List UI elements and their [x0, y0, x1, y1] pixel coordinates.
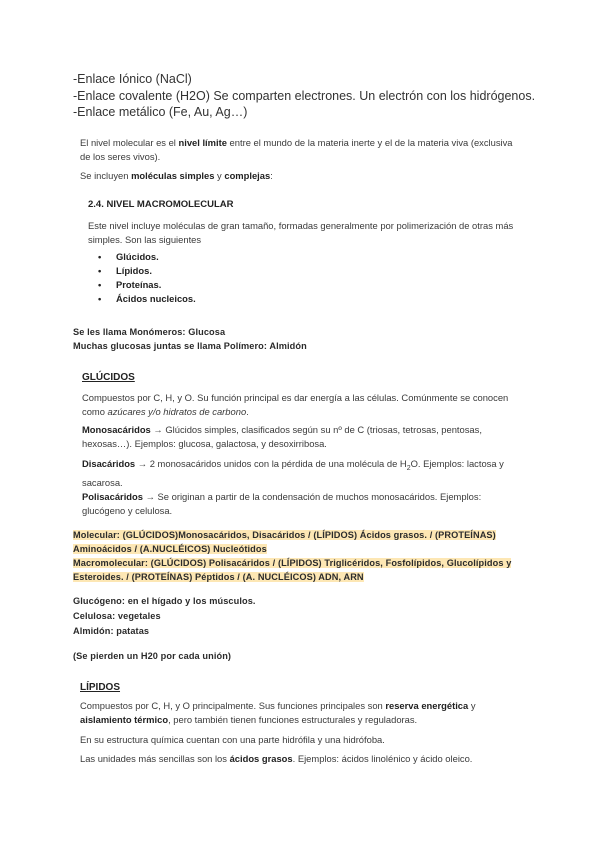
note-polimero: Muchas glucosas juntas se llama Polímero: Almidón	[73, 341, 307, 351]
list-item: • Lípidos.	[92, 264, 196, 278]
note-almidon: Almidón: patatas	[73, 626, 150, 636]
enlace-covalente: -Enlace covalente (H2O) Se comparten electrones. Un electrón con los hidrógenos.	[73, 89, 536, 103]
glucidos-intro: Compuestos por C, H, y O. Su función principal es dar energía a las células. Comúnmente se conocen como azúcares y/o hidratos de carbono.	[82, 392, 509, 417]
list-item: • Ácidos nucleicos.	[92, 292, 196, 306]
list-item: • Glúcidos.	[92, 250, 196, 264]
glucidos-heading: GLÚCIDOS	[82, 372, 135, 383]
note-celulosa: Celulosa: vegetales	[73, 611, 161, 621]
disacaridos-paragraph: Disacáridos → 2 monosacáridos unidos con la pérdida de una molécula de $H_2O$. Ejemplos: lactosa y sacarosa.	[82, 458, 504, 488]
note-monomeros: Se les llama Monómeros: Glucosa	[73, 327, 226, 337]
intro-molecules: Se incluyen moléculas simples y complejas:	[80, 170, 273, 181]
highlight-line-1: Molecular: (GLÚCIDOS)Monosacáridos, Disacáridos / (LÍPIDOS) Ácidos grasos. / (PROTEÍNAS)	[73, 530, 496, 540]
intro-paragraph: El nivel molecular es el nivel límite entre el mundo de la materia inerte y el de la materia viva (exclusiva de los seres vivos).	[80, 137, 513, 162]
macro-list	[92, 250, 196, 306]
macro-heading: 2.4. NIVEL MACROMOLECULAR	[88, 199, 234, 210]
lipidos-heading: LÍPIDOS	[80, 682, 121, 693]
enlace-ionico: -Enlace Iónico (NaCl)	[73, 72, 192, 86]
list-item: • Proteínas.	[92, 278, 196, 292]
lipidos-estructura: En su estructura química cuentan con una parte hidrófila y una hidrófoba.	[80, 734, 385, 745]
monosacaridos-paragraph: Monosacáridos → Glúcidos simples, clasificados según su nº de C (triosas, tetrosas, pentosas, hexosas…). Ejemplos: glucosa, galactosa, y desoxirribosa.	[82, 424, 482, 449]
highlight-line-3: Macromolecular: (GLÚCIDOS) Polisacáridos / (LÍPIDOS) Triglicéridos, Fosfolípidos, Glucolípidos y	[73, 558, 512, 568]
highlight-line-4: Esteroides. / (PROTEÍNAS) Péptidos / (A. NUCLÉICOS) ADN, ARN	[73, 572, 364, 582]
note-glucogeno: Glucógeno: en el hígado y los músculos.	[73, 596, 256, 606]
lipidos-acidos-grasos: Las unidades más sencillas son los ácidos grasos. Ejemplos: ácidos linolénico y ácido oleico.	[80, 753, 473, 764]
lipidos-intro: Compuestos por C, H, y O principalmente. Sus funciones principales son reserva energética y aislamiento térmico, pero también tienen funciones estructurales y reguladoras.	[80, 700, 476, 725]
highlight-line-2: Aminoácidos / (A.NUCLÉICOS) Nucleótidos	[73, 544, 267, 554]
polisacaridos-paragraph: Polisacáridos → Se originan a partir de la condensación de muchos monosacáridos. Ejemplos: glucógeno y celulosa.	[82, 491, 482, 516]
note-h2o: (Se pierden un H20 por cada unión)	[73, 651, 232, 661]
enlace-metalico: -Enlace metálico (Fe, Au, Ag…)	[73, 105, 248, 119]
macro-text: Este nivel incluye moléculas de gran tamaño, formadas generalmente por polimerización de otras más simples. Son las siguientes	[88, 220, 514, 245]
